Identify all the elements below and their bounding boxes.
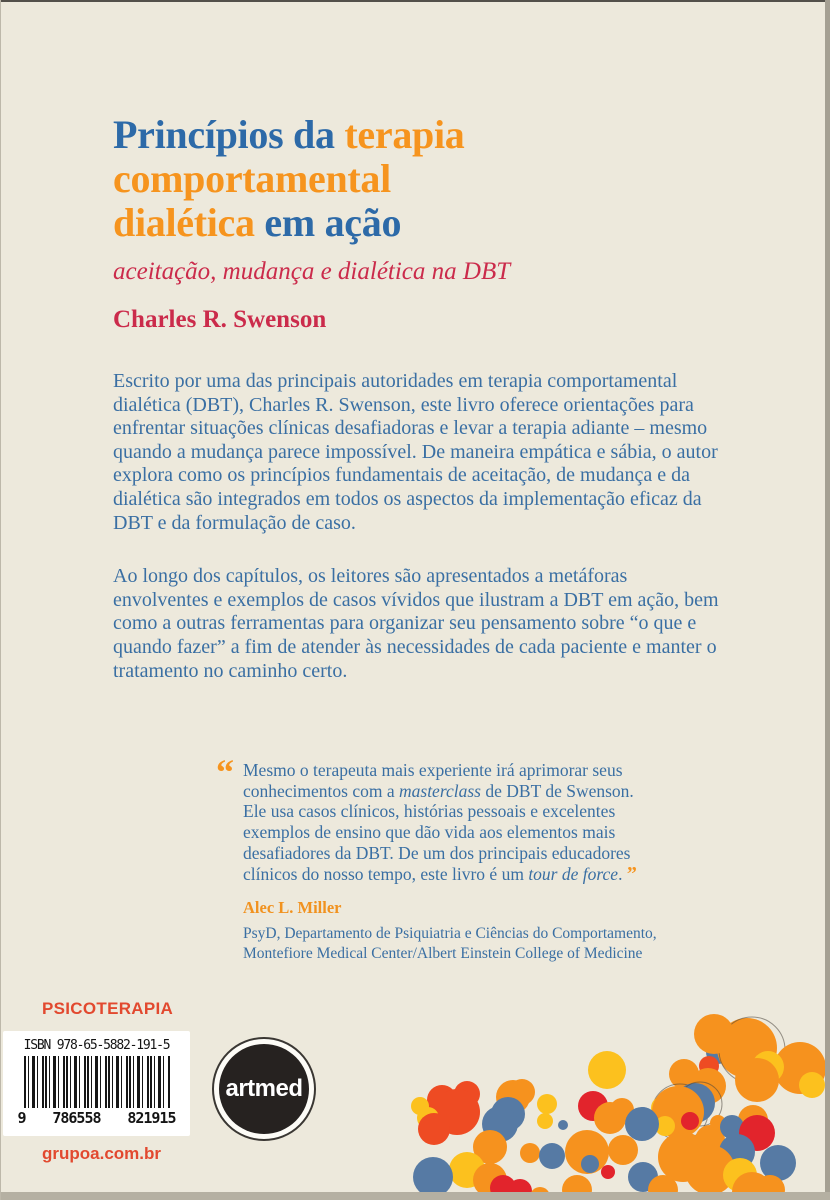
- page-edge-top: [0, 0, 830, 2]
- reviewer-attribution: [243, 898, 657, 964]
- barcode-digit-group: 9: [17, 1109, 26, 1127]
- title-line-3: dialética em ação: [113, 199, 402, 245]
- barcode-digits: [18, 1109, 176, 1127]
- reviewer-credentials-line-1: PsyD, Departamento de Psiquiatria e Ciências do Comportamento,: [243, 925, 657, 942]
- open-quote-icon: “: [216, 752, 234, 792]
- review-quote: [216, 752, 647, 885]
- reviewer-credentials-line-2: Montefiore Medical Center/Albert Einstein College of Medicine: [243, 945, 643, 962]
- page-edge-left: [0, 0, 1, 1200]
- page-edge-bottom: [0, 1192, 830, 1200]
- isbn-barcode: [3, 1031, 190, 1136]
- website-url: grupoa.com.br: [42, 1144, 162, 1163]
- title-line-1: Princípios da terapia: [113, 111, 465, 157]
- publisher-logo-text: artmed: [219, 1044, 309, 1134]
- close-quote-icon: ”: [626, 862, 637, 885]
- quote-italic-term: masterclass: [399, 780, 481, 801]
- book-description: [113, 370, 727, 683]
- author-name: Charles R. Swenson: [113, 306, 327, 333]
- page-edge-right: [825, 0, 830, 1200]
- description-paragraph-1: Escrito por uma das principais autoridades em terapia comportamental dialética (DBT), Charles R. Swenson, este livro oferece orientações para enfrentar situações clínicas desafiadoras e levar a terapia adiante – mesmo quando a mudança parece impossível. De maneira empática e sábia, o autor explora como os princípios fundamentais de aceitação, de mudança e da dialética são integrados em todos os aspectos da implementação eficaz da DBT e da formulação de caso.: [113, 370, 718, 534]
- isbn-label: ISBN 978-65-5882-191-5: [23, 1038, 170, 1053]
- title-line-2: comportamental: [113, 155, 391, 201]
- barcode-digit-group: 786558: [52, 1109, 101, 1127]
- book-title: [113, 113, 464, 245]
- barcode-bars: [24, 1056, 170, 1108]
- book-subtitle: aceitação, mudança e dialética na DBT: [113, 258, 511, 285]
- description-paragraph-2: Ao longo dos capítulos, os leitores são apresentados a metáforas envolventes e exemplos de casos vívidos que ilustram a DBT em ação, bem como a outras ferramentas para organizar seu pensamento sobre “o que e quando fazer” a fim de atender às necessidades de cada paciente e manter o tratamento no caminho certo.: [113, 565, 719, 682]
- barcode-digit-group: 821915: [127, 1109, 176, 1127]
- publisher-logo: [212, 1037, 316, 1141]
- quote-italic-term: tour de force: [528, 863, 619, 884]
- quote-text: de DBT de Swenson. Ele usa casos clínicos, histórias pessoais e excelentes exemplos de ensino que dão vida aos elementos mais desafiadores da DBT. De um dos principais educadores clínicos do nosso tempo, este livro é um: [243, 780, 634, 884]
- quote-text: Mesmo o terapeuta mais experiente irá aprimorar seus conhecimentos com a: [243, 760, 623, 801]
- category-label: PSICOTERAPIA: [42, 999, 174, 1018]
- reviewer-name: Alec L. Miller: [243, 898, 342, 917]
- quote-text: .: [618, 863, 627, 884]
